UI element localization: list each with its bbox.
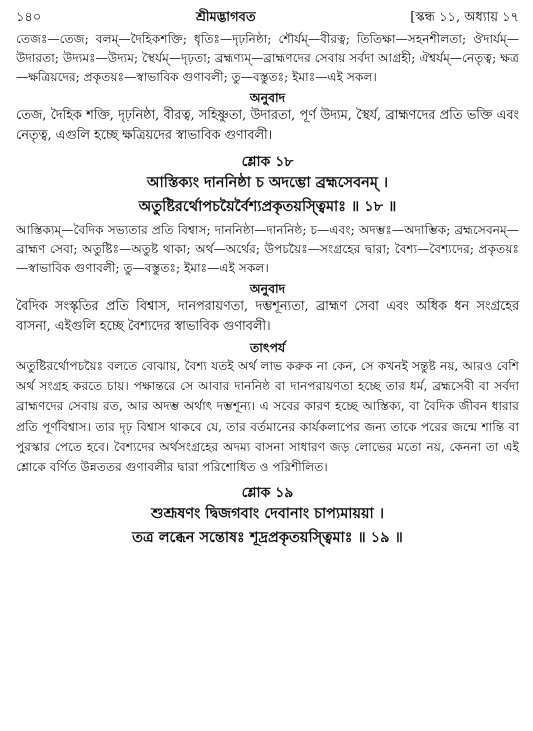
verse-18-line-2: অতুষ্টিরর্থোপচয়ৈর্বৈশ্যপ্রকৃতয়স্ত্বিমাঃ ॥ ১৮ ॥	[138, 198, 397, 215]
verse-19-line-1: শুশ্রূষণং দ্বিজগবাং দেবানাং চাপ্যমায়য়া ।	[150, 505, 384, 523]
chapter-reference: [স্কন্ধ ১১, অধ্যায় ১৭	[410, 10, 519, 25]
synonyms-verse-17: তেজঃ—তেজ; বলম্—দৈহিকশক্তি; ধৃতিঃ—দৃঢ়নিষ্ঠা; শৌর্যম্—বীরত্ব; তিতিক্ষা—সহনশীলতা; ঔদার্যম্—উদারতা; উদ্যমঃ—উদ্যম; স্থৈর্যম্—দৃঢ়তা; ব্রহ্মণ্যম্—ব্রাহ্মণদের সেবায় সর্বদা আগ্রহী; ঐশ্বর্যম্—নেতৃত্ব; ক্ষত্র—ক্ষত্রিয়দের; প্রকৃতয়ঃ—স্বাভাবিক গুণাবলী; তু—বস্তুতঃ; ইমাঃ—এই সকল।	[16, 32, 519, 84]
book-title: শ্রীমদ্ভাগবত	[195, 10, 256, 25]
translation-heading-18: অনুবাদ	[249, 281, 286, 296]
verse-18-line-1: আস্তিক্যং দাননিষ্ঠা চ অদম্ভো ব্রহ্মসেবনম্ ।	[146, 174, 389, 191]
verse-18-title: শ্লোক ১৮	[241, 154, 294, 170]
verse-19-line-2: তত্র লব্ধেন সন্তোষঃ শূদ্রপ্রকৃতয়স্ত্বিমাঃ ॥ ১৯ ॥	[132, 529, 403, 547]
synonyms-verse-18: আস্তিক্যম্—বৈদিক সভ্যতার প্রতি বিশ্বাস; দাননিষ্ঠা—দাননিষ্ঠ; চ—এবং; অদম্ভঃ—অদাম্ভিক; ব্রহ্মসেবনম্—ব্রাহ্মণ সেবা; অতুষ্টিঃ—অতুষ্ট থাকা; অর্থ—অর্থের; উপচয়ৈঃ—সংগ্রহের দ্বারা; বৈশ্য—বৈশ্যদের; প্রকৃতয়ঃ—স্বাভাবিক গুণাবলী; তু—বস্তুতঃ; ইমাঃ—এই সকল।	[16, 223, 519, 275]
translation-verse-17: তেজ, দৈহিক শক্তি, দৃঢ়নিষ্ঠা, বীরত্ব, সহিষ্ণুতা, উদারতা, পূর্ণ উদ্যম, স্থৈর্য, ব্রাহ্মণদের প্রতি ভক্তি এবং নেতৃত্ব, এগুলি হচ্ছে ক্ষত্রিয়দের স্বাভাবিক গুণাবলী।	[16, 108, 519, 143]
translation-heading-17: অনুবাদ	[249, 90, 286, 105]
translation-verse-18: বৈদিক সংস্কৃতির প্রতি বিশ্বাস, দানপরায়ণতা, দম্ভশূন্যতা, ব্রাহ্মণ সেবা এবং অধিক ধন সংগ্রহের বাসনা, এইগুলি হচ্ছে বৈশ্যদের স্বাভাবিক গুণাবলী।	[16, 299, 519, 334]
page-number: ১৪০	[16, 10, 42, 25]
running-head	[16, 8, 519, 30]
purport-text: অতুষ্টিরর্থোপচয়ৈঃ বলতে বোঝায়, বৈশ্য যতই অর্থ লাভ করুক না কেন, সে কখনই সন্তুষ্ট নয়, আরও বেশি অর্থ সংগ্রহ করতে চায়। পক্ষান্তরে সে আবার দাননিষ্ঠ বা দানপরায়ণতা হচ্ছে তার ধর্ম, ব্রহ্মসেবী বা সর্বদা ব্রাহ্মণদের সেবায় রত, আর অদম্ভ অর্থাৎ দম্ভশূন্য। এ সবের কারণ হচ্ছে আস্তিক্য, বা বৈদিক জীবন ধারার প্রতি পূর্ণবিশ্বাস। তার দৃঢ় বিশ্বাস থাকবে যে, তার বর্তমানের কার্যকলাপের জন্য তাকে পরের জন্মে শান্তি বা পুরস্কার পেতে হবে। বৈশ্যদের অর্থসংগ্রহের অদম্য বাসনা সাধারণ জড় লোভের মতো নয়, কেননা তা এই শ্লোকে বর্ণিত উন্নততর গুণাবলীর দ্বারা পরিশোধিত ও পরিশীলিত।	[16, 359, 519, 475]
purport-heading: তাৎপর্য	[249, 340, 286, 355]
verse-19-title: শ্লোক ১৯	[241, 485, 294, 502]
